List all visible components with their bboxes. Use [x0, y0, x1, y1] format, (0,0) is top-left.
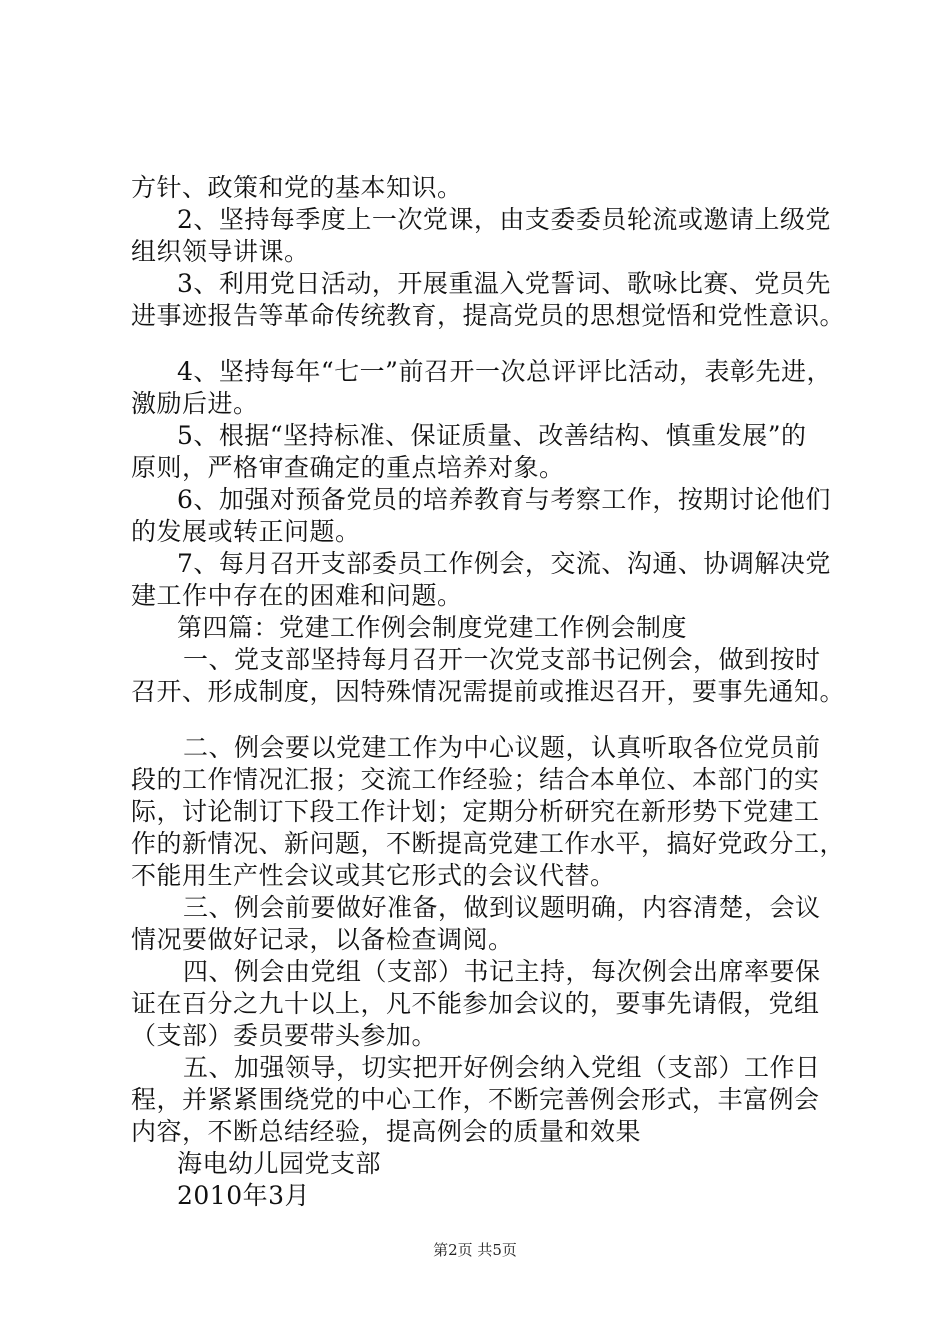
text-line: 的发展或转正问题。	[131, 517, 361, 546]
signature-date: 2010年3月	[177, 1181, 311, 1210]
text-line: 3、利用党日活动，开展重温入党誓词、歌咏比赛、党员先	[177, 269, 831, 298]
paragraph-gap	[131, 708, 851, 732]
text-line: 2、坚持每季度上一次党课，由支委委员轮流或邀请上级党	[177, 205, 831, 234]
section-heading: 第四篇：党建工作例会制度党建工作例会制度	[177, 613, 688, 642]
signature-organization: 海电幼儿园党支部	[177, 1149, 382, 1178]
text-line: 程，并紧紧围绕党的中心工作，不断完善例会形式，丰富例会	[131, 1085, 820, 1114]
paragraph-gap	[131, 332, 851, 356]
text-line: 5、根据“坚持标准、保证质量、改善结构、慎重发展”的	[177, 421, 807, 450]
document-body	[131, 172, 851, 1212]
text-line: 段的工作情况汇报；交流工作经验；结合本单位、本部门的实	[131, 765, 820, 794]
text-line: 6、加强对预备党员的培养教育与考察工作，按期讨论他们	[177, 485, 831, 514]
text-line: 内容，不断总结经验，提高例会的质量和效果	[131, 1117, 642, 1146]
text-line: 二、例会要以党建工作为中心议题，认真听取各位党员前	[183, 733, 821, 762]
text-line: 方针、政策和党的基本知识。	[131, 173, 463, 202]
text-line: 三、例会前要做好准备，做到议题明确，内容清楚，会议	[183, 893, 821, 922]
text-line: 召开、形成制度，因特殊情况需提前或推迟召开，要事先通知。	[131, 677, 846, 706]
text-line: 组织领导讲课。	[131, 237, 310, 266]
page-number-footer: 第2页 共5页	[433, 1241, 517, 1259]
text-line: 建工作中存在的困难和问题。	[131, 581, 463, 610]
text-line: 证在百分之九十以上，凡不能参加会议的，要事先请假，党组	[131, 989, 820, 1018]
text-line: 五、加强领导，切实把开好例会纳入党组（支部）工作日	[183, 1053, 821, 1082]
text-line: 进事迹报告等革命传统教育，提高党员的思想觉悟和党性意识。	[131, 301, 846, 330]
text-line: 原则，严格审查确定的重点培养对象。	[131, 453, 565, 482]
text-line: 作的新情况、新问题，不断提高党建工作水平，搞好党政分工，	[131, 829, 846, 858]
text-line: 一、党支部坚持每月召开一次党支部书记例会，做到按时	[183, 645, 821, 674]
text-line: 7、每月召开支部委员工作例会，交流、沟通、协调解决党	[177, 549, 831, 578]
text-line: 情况要做好记录，以备检查调阅。	[131, 925, 514, 954]
text-line: 激励后进。	[131, 389, 259, 418]
text-line: 际，讨论制订下段工作计划；定期分析研究在新形势下党建工	[131, 797, 820, 826]
text-line: （支部）委员要带头参加。	[131, 1021, 438, 1050]
text-line: 4、坚持每年“七一”前召开一次总评评比活动，表彰先进，	[177, 357, 832, 386]
text-line: 四、例会由党组（支部）书记主持，每次例会出席率要保	[183, 957, 821, 986]
text-line: 不能用生产性会议或其它形式的会议代替。	[131, 861, 616, 890]
